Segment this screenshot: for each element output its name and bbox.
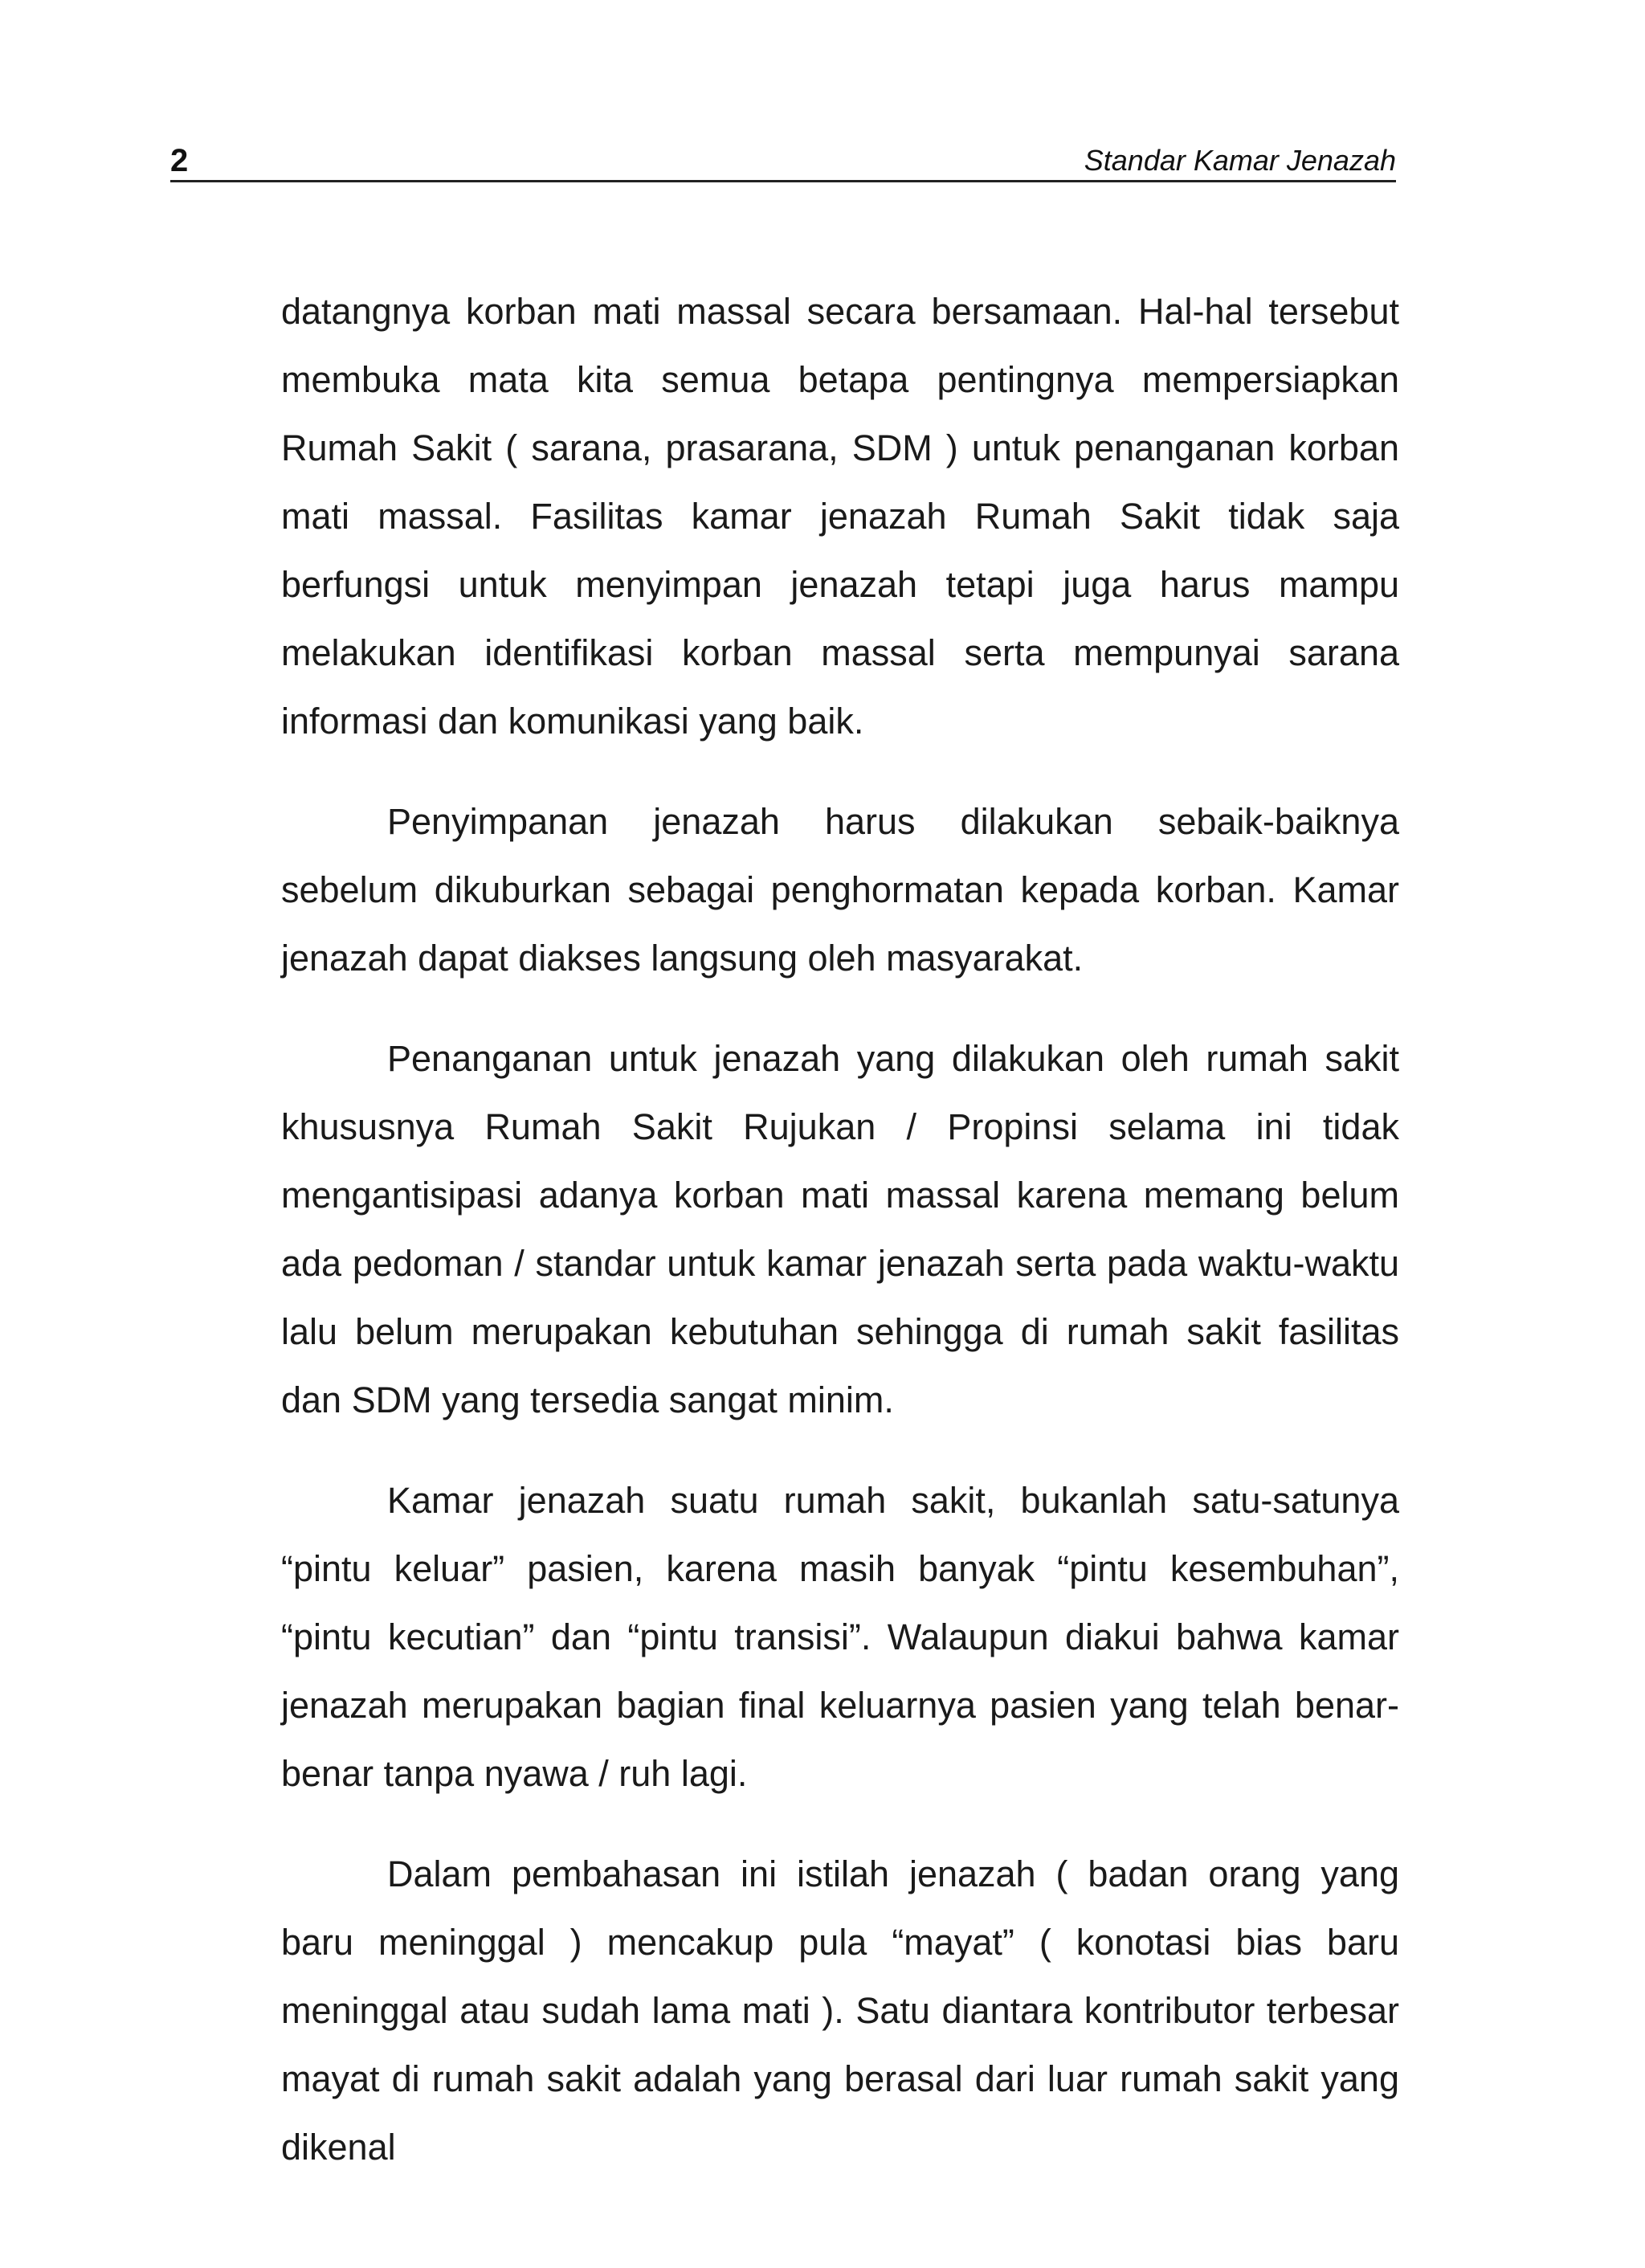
paragraph-kamar-jenazah: Kamar jenazah suatu rumah sakit, bukanlah satu-satunya “pintu keluar” pasien, karena masih banyak “pintu kesembuhan”, “pintu kecutian” dan “pintu transisi”. Walaupun diakui bahwa kamar jenazah merupakan bagian final keluarnya pasien yang telah benar-benar tanpa nyawa / ruh lagi. xyxy=(281,1480,1399,1794)
paragraph-continuation: datangnya korban mati massal secara bersamaan. Hal-hal tersebut membuka mata kita semua betapa pentingnya mempersiapkan Rumah Sakit ( sarana, prasarana, SDM ) untuk penanganan korban mati massal. Fasilitas kamar jenazah Rumah Sakit tidak saja berfungsi untuk menyimpan jenazah tetapi juga harus mampu melakukan identifikasi korban massal serta mempunyai sarana informasi dan komunikasi yang baik. xyxy=(281,291,1399,742)
paragraph-pembahasan: Dalam pembahasan ini istilah jenazah ( badan orang yang baru meninggal ) mencakup pula “mayat” ( konotasi bias baru meninggal atau sudah lama mati ). Satu diantara kontributor terbesar mayat di rumah sakit adalah yang berasal dari luar rumah sakit yang dikenal xyxy=(281,1853,1399,2168)
page-number: 2 xyxy=(170,143,189,178)
page-header xyxy=(170,135,1396,182)
paragraph-penanganan: Penanganan untuk jenazah yang dilakukan oleh rumah sakit khususnya Rumah Sakit Rujukan / Propinsi selama ini tidak mengantisipasi adanya korban mati massal karena memang belum ada pedoman / standar untuk kamar jenazah serta pada waktu-waktu lalu belum merupakan kebutuhan sehingga di rumah sakit fasilitas dan SDM yang tersedia sangat minim. xyxy=(281,1038,1399,1420)
paragraph-penyimpanan: Penyimpanan jenazah harus dilakukan sebaik-baiknya sebelum dikuburkan sebagai penghormatan kepada korban. Kamar jenazah dapat diakses langsung oleh masyarakat. xyxy=(281,801,1399,979)
body-text xyxy=(281,277,1399,2213)
running-title: Standar Kamar Jenazah xyxy=(1084,144,1396,177)
